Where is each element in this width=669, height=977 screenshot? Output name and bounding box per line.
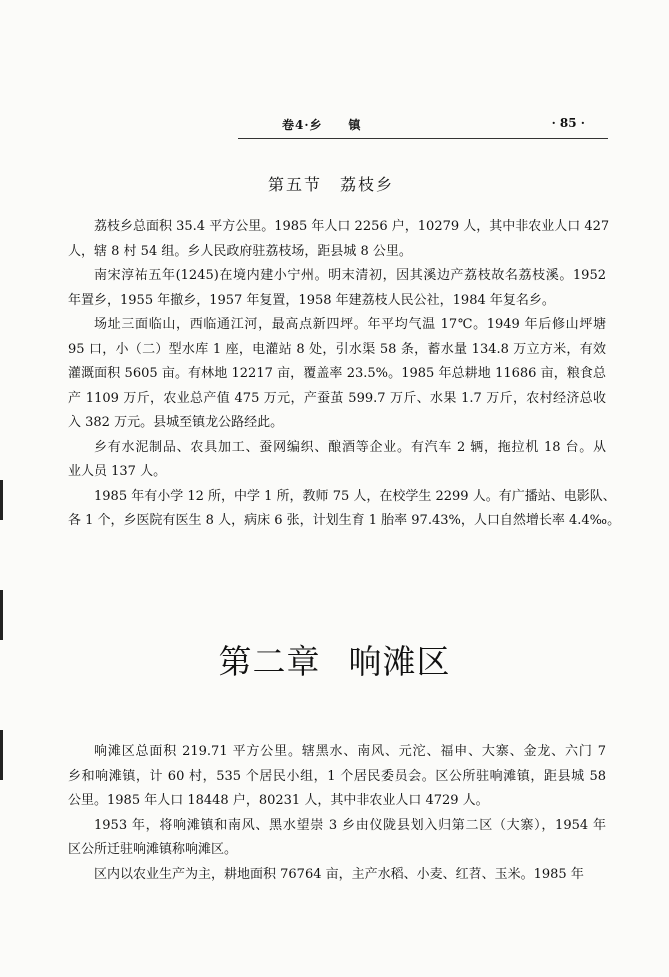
scan-edge-mark	[0, 480, 3, 520]
paragraph-line: 各 1 个，乡医院有医生 8 人，病床 6 张，计划生育 1 胎率 97.43%，人口自然增长率 4.4‰。	[68, 513, 621, 528]
paragraph-line: 灌溉面积 5605 亩。有林地 12217 亩，覆盖率 23.5%。1985 年总耕地 11686 亩，粮食总	[68, 366, 606, 381]
paragraph-line: 95 口，小（二）型水库 1 座，电灌站 8 处，引水渠 58 条，蓄水量 134.8 万立方米，有效	[68, 341, 606, 357]
header-rule	[238, 138, 608, 139]
scan-edge-mark	[0, 730, 3, 780]
scan-edge-mark	[0, 590, 3, 640]
running-title: 卷4·乡 镇	[282, 118, 362, 132]
paragraph-line: 南宋淳祐五年(1245)在境内建小宁州。明末清初，因其溪边产荔枝故名荔枝溪。1952	[94, 268, 606, 283]
paragraph-line: 场址三面临山，西临通江河，最高点新四坪。年平均气温 17℃。1949 年后修山坪塘	[94, 317, 606, 332]
paragraph-line: 1985 年有小学 12 所，中学 1 所，教师 75 人，在校学生 2299 人。有广播站、电影队、	[94, 488, 616, 504]
paragraph-line: 人，辖 8 村 54 组。乡人民政府驻荔枝场，距县城 8 公里。	[68, 243, 412, 259]
chapter-body	[68, 740, 606, 887]
chapter-number: 第二章	[218, 642, 321, 681]
page-number: · 85 ·	[551, 116, 585, 130]
paragraph-line: 荔枝乡总面积 35.4 平方公里。1985 年人口 2256 户，10279 人，其中非农业人口 427	[94, 219, 610, 234]
paragraph-line: 入 382 万元。县城至镇龙公路经此。	[68, 415, 284, 430]
paragraph-line: 区公所迁驻响滩镇称响滩区。	[68, 842, 238, 857]
paragraph-line: 公里。1985 年人口 18448 户，80231 人，其中非农业人口 4729 人。	[68, 793, 489, 808]
chapter-title	[0, 636, 669, 683]
paragraph-line: 产 1109 万斤，农业总产值 475 万元，产蚕茧 599.7 万斤、水果 1.7 万斤，农村经济总收	[68, 390, 606, 406]
running-header	[240, 114, 585, 134]
paragraph-line: 区内以农业生产为主，耕地面积 76764 亩，主产水稻、小麦、红苕、玉米。1985 年	[94, 866, 584, 882]
paragraph-line: 乡有水泥制品、农具加工、蚕网编织、酿酒等企业。有汽车 2 辆，拖拉机 18 台。从	[94, 439, 606, 455]
section-title: 第五节 荔枝乡	[268, 175, 395, 194]
section-body	[68, 215, 621, 534]
paragraph-line: 业人员 137 人。	[68, 464, 167, 479]
paragraph-line: 响滩区总面积 219.71 平方公里。辖黑水、南风、元沱、福申、大寨、金龙、六门 7	[94, 744, 606, 759]
paragraph-line: 乡和响滩镇，计 60 村，535 个居民小组，1 个居民委员会。区公所驻响滩镇，距县城 58	[68, 768, 606, 784]
chapter-name: 响滩区	[348, 642, 451, 681]
paragraph-line: 年置乡，1955 年撤乡，1957 年复置，1958 年建荔枝人民公社，1984 年复名乡。	[68, 292, 555, 308]
paragraph-line: 1953 年，将响滩镇和南风、黑水望崇 3 乡由仪陇县划入归第二区（大寨），1954 年	[94, 817, 606, 833]
